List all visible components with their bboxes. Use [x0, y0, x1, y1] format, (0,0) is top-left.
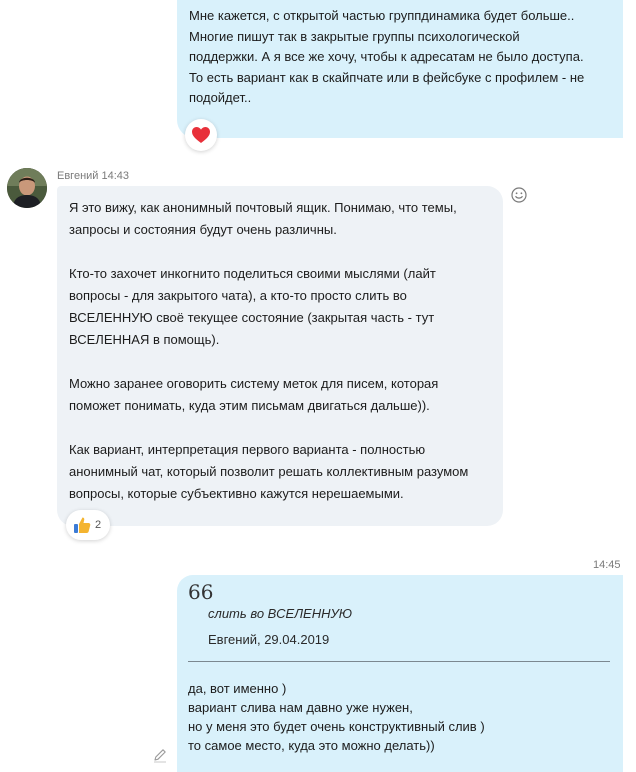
heart-icon	[191, 126, 211, 144]
avatar[interactable]	[7, 168, 47, 208]
message-time: 14:45	[593, 559, 621, 571]
pencil-icon	[152, 747, 168, 763]
sender-info	[57, 170, 129, 182]
message-paragraph: Я это вижу, как анонимный почтовый ящик. Понимаю, что темы, запросы и состояния будут очень различны.	[69, 200, 457, 237]
avatar-photo-icon	[7, 168, 47, 208]
message-text: да, вот именно ) вариант слива нам давно уже нужен, но у меня это будет очень конструктивный слив ) то самое место, куда это можно делать))	[188, 681, 485, 753]
quote-icon: 66	[188, 580, 214, 604]
sender-name: Евгений	[57, 170, 99, 182]
message-paragraph: Кто-то захочет инкогнито поделиться своими мыслями (лайт вопросы - для закрытого чата), а кто-то просто слить во ВСЕЛЕННУЮ своё текущее состояние (закрытая часть - тут ВСЕЛЕННАЯ в помощь).	[69, 266, 436, 347]
add-reaction-button[interactable]	[510, 186, 528, 204]
quote-author: Евгений, 29.04.2019	[208, 632, 330, 647]
message-paragraph: Можно заранее оговорить систему меток для писем, которая поможет понимать, куда этим письмам двигаться дальше)).	[69, 376, 439, 413]
edit-button[interactable]	[152, 747, 168, 763]
like-reaction[interactable]	[66, 510, 110, 540]
smiley-icon	[510, 186, 528, 204]
quote-text: слить во ВСЕЛЕННУЮ	[208, 606, 353, 621]
message-time: 14:43	[101, 170, 130, 182]
quote-divider	[188, 661, 610, 662]
heart-reaction[interactable]	[185, 119, 217, 151]
message-paragraph: Как вариант, интерпретация первого варианта - полностью анонимный чат, который позволит решать коллективным разумом вопросы, которые субъективно кажутся нерешаемыми.	[69, 442, 469, 501]
outgoing-message[interactable]	[177, 0, 623, 138]
incoming-message[interactable]	[57, 186, 503, 526]
reaction-count: 2	[95, 519, 102, 531]
message-text: Мне кажется, с открытой частью группдинамика будет больше.. Многие пишут так в закрытые группы психологической поддержки. А я все же хочу, чтобы к адресатам не было доступа. То есть вариант как в скайпчате или в фейсбуке с профилем - не подойдет..	[189, 8, 585, 105]
thumbs-up-icon	[72, 515, 92, 535]
